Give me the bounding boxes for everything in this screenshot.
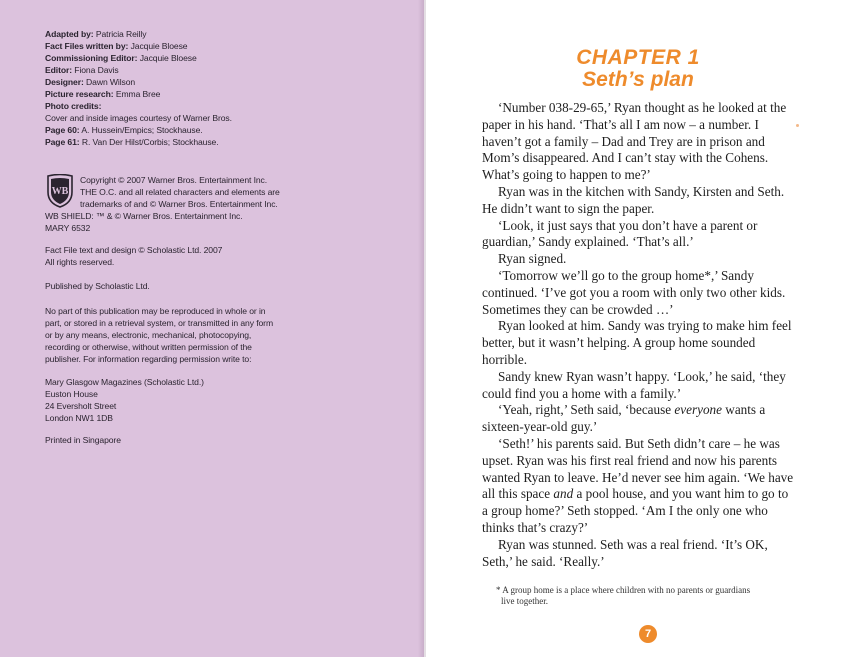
credit-label: Designer: (45, 77, 84, 87)
credit-label: Commissioning Editor: (45, 53, 138, 63)
story-line: Ryan signed. (498, 251, 567, 267)
wb-line: trademarks of and © Warner Bros. Entertainment Inc. (80, 199, 278, 209)
photo-credit-page-value: R. Van Der Hilst/Corbis; Stockhause. (81, 137, 219, 147)
story-line: continued. ‘I’ve got you a room with only two other kids. (482, 284, 786, 300)
credits-block (45, 28, 295, 148)
story-line: all this space and a pool house, and you want him to go to (482, 486, 789, 502)
credit-row (45, 88, 295, 100)
wb-line: MARY 6532 (45, 223, 91, 233)
credit-value: Fiona Davis (74, 65, 119, 75)
publisher-line: Published by Scholastic Ltd. (45, 281, 150, 291)
credit-label: Fact Files written by: (45, 41, 129, 51)
story-line: What’s going to happen to me?’ (482, 167, 651, 183)
story-line: Sometimes they can be crowded …’ (482, 301, 674, 317)
story-line: could find you a home with a family.’ (482, 385, 682, 401)
photo-credits-heading: Photo credits: (45, 101, 102, 111)
story-line: Ryan was stunned. Seth was a real friend. ‘It’s OK, (498, 536, 768, 552)
printed-in-line: Printed in Singapore (45, 435, 121, 445)
footnote-line: live together. (501, 596, 548, 606)
story-line: Ryan looked at him. Sandy was trying to make him feel (498, 318, 792, 334)
wb-line: THE O.C. and all related characters and elements are (80, 187, 280, 197)
story-line: Seth,’ he said. ‘Really.’ (482, 553, 605, 569)
address-line: 24 Eversholt Street (45, 401, 117, 411)
story-line: sixteen-year-old guy.’ (482, 419, 598, 435)
story-line: better, but it wasn’t helping. A group home sounded (482, 335, 756, 351)
footnote (496, 585, 816, 607)
wb-logo-text: WB (51, 186, 69, 197)
fact-file-line: All rights reserved. (45, 257, 115, 267)
story-line: guardian,’ Sandy explained. ‘That’s all.’ (482, 234, 694, 250)
photo-credits-label (45, 100, 295, 112)
story-line: wanted Ryan to leave. He’d never see him again. ‘We have (482, 469, 794, 485)
story-line: ‘Tomorrow we’ll go to the group home*,’ Sandy (498, 267, 754, 283)
publisher-address (45, 376, 295, 424)
story-line: upset. Ryan was his first real friend and now his parents (482, 452, 778, 468)
story-line: Mom’s disappeared. And I can’t stay with the Cohens. (482, 150, 769, 166)
photo-credit-page-label: Page 60: (45, 125, 80, 135)
page-number-badge: 7 (639, 625, 657, 643)
credit-value: Emma Bree (115, 89, 161, 99)
story-line: He didn’t want to sign the paper. (482, 200, 655, 216)
photo-credit-page (45, 136, 295, 148)
chapter-title: Seth’s plan (582, 68, 694, 91)
credit-value: Jacquie Bloese (130, 41, 188, 51)
story-line: ‘Number 038-29-65,’ Ryan thought as he looked at the (498, 100, 787, 115)
photo-credits-note: Cover and inside images courtesy of Warner Bros. (45, 113, 232, 123)
address-line: Euston House (45, 389, 98, 399)
right-page (426, 0, 850, 657)
credit-row (45, 76, 295, 88)
credit-label: Editor: (45, 65, 72, 75)
credit-value: Dawn Wilson (86, 77, 136, 87)
story-line: Sandy knew Ryan wasn’t happy. ‘Look,’ he said, ‘they (498, 368, 786, 384)
credit-value: Patricia Reilly (95, 29, 147, 39)
story-text (482, 100, 812, 570)
story-line: ‘Seth!’ his parents said. But Seth didn’t care – he was (498, 435, 780, 451)
chapter-number: CHAPTER 1 (576, 46, 700, 69)
story-line: horrible. (482, 351, 528, 367)
story-line: a group home?’ Seth stopped. ‘Am I the only one who (482, 503, 768, 519)
story-line: ‘Look, it just says that you don’t have a parent or (498, 217, 758, 233)
wb-line: Copyright © 2007 Warner Bros. Entertainment Inc. (80, 175, 268, 185)
rights-line: or by any means, electronic, mechanical, photocopying, (45, 330, 252, 340)
address-line: London NW1 1DB (45, 413, 113, 423)
credit-value: Jacquie Bloese (139, 53, 197, 63)
credit-row (45, 52, 295, 64)
rights-line: recording or otherwise, without written permission of the (45, 342, 252, 352)
fact-file-line: Fact File text and design © Scholastic Ltd. 2007 (45, 245, 223, 255)
address-line: Mary Glasgow Magazines (Scholastic Ltd.) (45, 377, 204, 387)
rights-line: No part of this publication may be reproduced in whole or in (45, 306, 266, 316)
credit-row (45, 40, 295, 52)
credit-row (45, 28, 295, 40)
wb-shield-logo (45, 174, 75, 208)
photo-credit-page-label: Page 61: (45, 137, 80, 147)
photo-credit-page (45, 124, 295, 136)
fact-file-notice (45, 244, 295, 268)
rights-notice (45, 305, 295, 365)
story-line: haven’t got a family – Dad and Trey are in prison and (482, 133, 765, 149)
story-line: paper in his hand. ‘That’s all I am now – a number. I (482, 116, 759, 132)
wb-line: WB SHIELD: ™ & © Warner Bros. Entertainment Inc. (45, 211, 243, 221)
credit-label: Picture research: (45, 89, 114, 99)
story-line: Ryan was in the kitchen with Sandy, Kirsten and Seth. (498, 183, 785, 199)
story-line: ‘Yeah, right,’ Seth said, ‘because everyone wants a (498, 402, 766, 418)
credit-label: Adapted by: (45, 29, 94, 39)
rights-line: part, or stored in a retrieval system, or transmitted in any form (45, 318, 274, 328)
story-line: thinks that’s crazy?’ (482, 519, 589, 535)
footnote-line: * A group home is a place where children with no parents or guardians (496, 585, 751, 595)
warner-copyright-block (45, 174, 295, 234)
credit-row (45, 64, 295, 76)
photo-credit-page-value: A. Hussein/Empics; Stockhause. (81, 125, 203, 135)
rights-line: publisher. For information regarding permission write to: (45, 354, 252, 364)
left-page (0, 0, 424, 657)
